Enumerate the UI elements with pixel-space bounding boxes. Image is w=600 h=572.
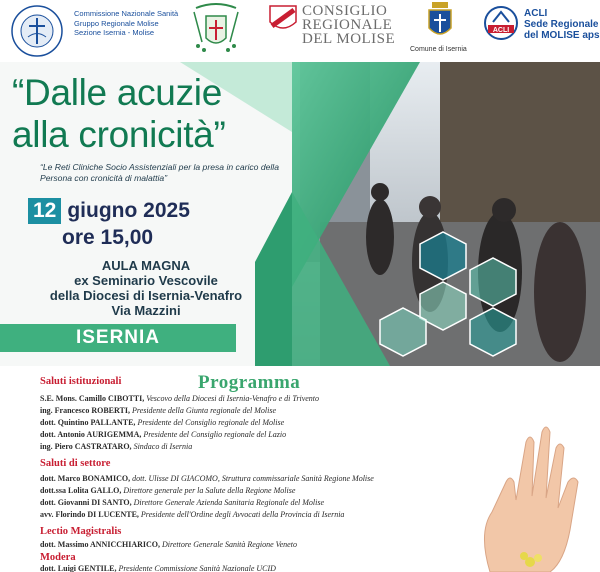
program-item bbox=[40, 394, 319, 403]
speaker-role: Presidente del Consiglio regionale del Lazio bbox=[141, 430, 287, 439]
ucid-text bbox=[74, 9, 178, 38]
consiglio-line: REGIONALE bbox=[302, 17, 393, 33]
region-shield-icon bbox=[268, 4, 298, 34]
venue-line: Via Mazzini bbox=[111, 303, 181, 318]
speaker-name: ing. Piero CASTRATARO, bbox=[40, 442, 132, 451]
comune-label: Comune di Isernia bbox=[410, 46, 467, 53]
section-title: Saluti di settore bbox=[40, 458, 111, 469]
event-subtitle: “Le Reti Cliniche Socio Assistenziali per la presa in carico della Persona con cronicità di malattia” bbox=[40, 162, 279, 183]
event-date bbox=[28, 198, 190, 224]
consiglio-text bbox=[302, 4, 395, 46]
event-city: ISERNIA bbox=[75, 327, 161, 348]
program-item bbox=[40, 474, 374, 483]
acli-text bbox=[524, 8, 600, 41]
speaker-role: dott. Ulisse DI GIACOMO, Struttura commissariale Sanità Regione Molise bbox=[130, 474, 374, 483]
ucid-line: Sezione Isernia - Molise bbox=[74, 28, 155, 37]
speaker-name: avv. Florindo DI LUCENTE, bbox=[40, 510, 139, 519]
program-item bbox=[40, 442, 192, 451]
ucid-line: Gruppo Regionale Molise bbox=[74, 18, 159, 28]
speaker-name: dott.ssa Lolita GALLO, bbox=[40, 486, 122, 495]
ucid-logo bbox=[6, 4, 68, 58]
program-item bbox=[40, 418, 284, 427]
program-title: Programma bbox=[198, 372, 301, 393]
speaker-role: Direttore Generale Azienda Sanitaria Regionale del Molise bbox=[131, 498, 324, 507]
event-day: 12 bbox=[28, 198, 61, 224]
ucid-line: Commissione Nazionale Sanità bbox=[74, 9, 179, 18]
speaker-name: ing. Francesco ROBERTI, bbox=[40, 406, 130, 415]
event-time: ore 15,00 bbox=[62, 226, 154, 249]
speaker-role: Presidente dell'Ordine degli Avvocati della Provincia di Isernia bbox=[138, 510, 345, 519]
title-line-2: alla cronicità” bbox=[12, 114, 226, 155]
acli-mark-icon bbox=[484, 6, 518, 40]
consiglio-line: CONSIGLIO bbox=[302, 3, 388, 19]
venue-line: AULA MAGNA bbox=[101, 258, 191, 273]
speaker-name: dott. Quintino PALLANTE, bbox=[40, 418, 136, 427]
speaker-name: dott. Massimo ANNICCHIARICO, bbox=[40, 540, 161, 549]
acli-line: del MOLISE aps bbox=[524, 30, 600, 41]
speaker-role: Direttore generale per la Salute della Regione Molise bbox=[121, 486, 296, 495]
program-item bbox=[40, 498, 324, 507]
acli-line: ACLI bbox=[524, 8, 548, 19]
program-item bbox=[40, 510, 344, 519]
episcopal-crest-icon bbox=[188, 2, 244, 58]
venue-line: ex Seminario Vescovile bbox=[74, 273, 218, 288]
acli-mark: ACLI bbox=[492, 27, 510, 34]
hand-image bbox=[470, 412, 600, 572]
event-title bbox=[12, 72, 225, 156]
program-item bbox=[40, 430, 286, 439]
city-crest-icon bbox=[426, 2, 454, 42]
venue-line: della Diocesi di Isernia-Venafro bbox=[49, 288, 243, 303]
program-item bbox=[40, 540, 297, 549]
speaker-name: dott. Antonio AURIGEMMA, bbox=[40, 430, 142, 439]
program-item bbox=[40, 406, 276, 415]
speaker-role: Vescovo della Diocesi di Isernia-Venafro e di Trivento bbox=[144, 394, 320, 403]
header-logos bbox=[0, 0, 600, 62]
acli-line: Sede Regionale bbox=[524, 19, 599, 30]
speaker-role: Presidente Commissione Sanità Nazionale UCID bbox=[116, 564, 276, 572]
program-item bbox=[40, 486, 295, 495]
comune-logo bbox=[408, 2, 472, 58]
speaker-role: Presidente della Giunta regionale del Molise bbox=[129, 406, 276, 415]
speaker-name: dott. Giovanni DI SANTO, bbox=[40, 498, 132, 507]
section-title: Modera bbox=[40, 552, 76, 563]
speaker-name: dott. Marco BONAMICO, bbox=[40, 474, 131, 483]
event-venue bbox=[22, 258, 270, 318]
consiglio-line: DEL MOLISE bbox=[302, 31, 396, 47]
speaker-role: Direttore Generale Sanità Regione Veneto bbox=[160, 540, 297, 549]
speaker-role: Presidente del Consiglio regionale del Molise bbox=[135, 418, 285, 427]
program-item bbox=[40, 564, 276, 572]
section-title: Saluti istituzionali bbox=[40, 376, 122, 387]
hero-section bbox=[0, 62, 600, 366]
hero-text bbox=[0, 62, 600, 366]
speaker-role: Sindaco di Isernia bbox=[131, 442, 193, 451]
title-line-1: “Dalle acuzie bbox=[12, 72, 222, 113]
speaker-name: S.E. Mons. Camillo CIBOTTI, bbox=[40, 394, 145, 403]
section-title: Lectio Magistralis bbox=[40, 526, 122, 537]
speaker-name: dott. Luigi GENTILE, bbox=[40, 564, 117, 572]
event-month-year: giugno 2025 bbox=[67, 199, 190, 222]
